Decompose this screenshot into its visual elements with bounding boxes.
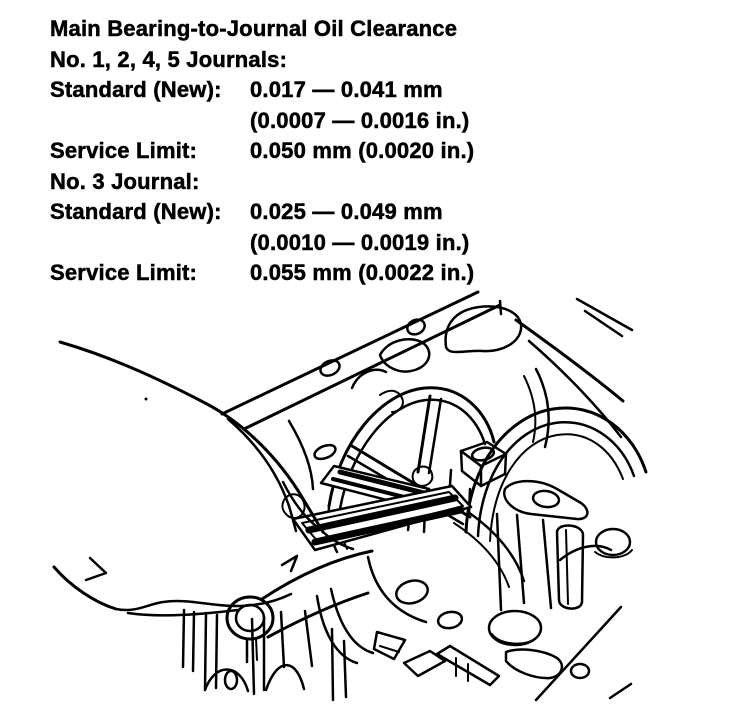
spec-value: (0.0007 — 0.0016 in.) <box>250 107 470 133</box>
spec-value: 0.050 mm (0.0020 in.) <box>250 138 475 163</box>
spec-value: (0.0010 — 0.0019 in.) <box>250 229 470 255</box>
plastigage-strip <box>282 466 471 571</box>
spec-value: 0.055 mm (0.0022 in.) <box>250 260 475 285</box>
section-heading-journals-1245: No. 1, 2, 4, 5 Journals: <box>50 46 288 72</box>
spec-value: 0.025 — 0.049 mm <box>250 199 443 224</box>
spec-label: Standard (New): <box>50 199 222 224</box>
spec-label: Service Limit: <box>50 260 198 285</box>
section-heading-journal-3: No. 3 Journal: <box>50 168 200 194</box>
spec-label: Service Limit: <box>50 138 198 163</box>
spec-value: 0.017 — 0.041 mm <box>250 77 443 102</box>
page-title: Main Bearing-to-Journal Oil Clearance <box>50 16 458 41</box>
spec-label: Standard (New): <box>50 77 222 102</box>
